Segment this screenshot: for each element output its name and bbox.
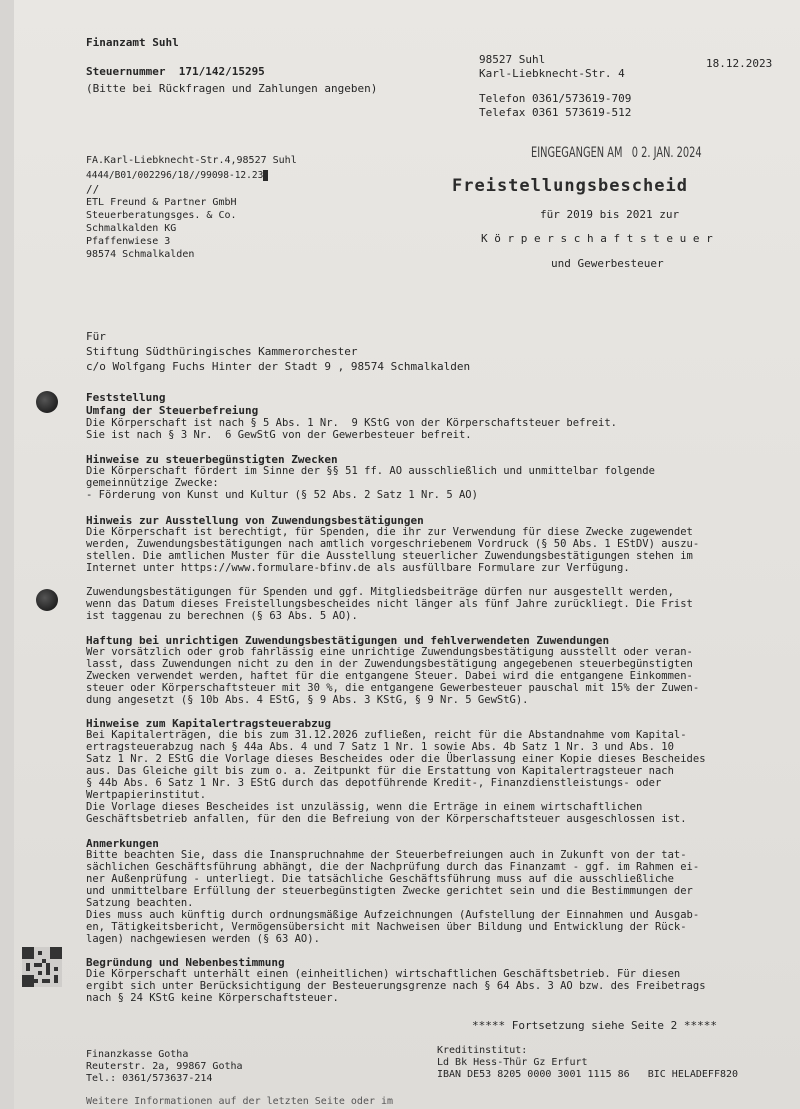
section-ausstellung-heading: Hinweis zur Ausstellung von Zuwendungsbestätigungen bbox=[86, 514, 424, 527]
recipient-line2: ETL Freund & Partner GmbH bbox=[86, 197, 237, 208]
title-trade-tax: und Gewerbesteuer bbox=[551, 257, 664, 270]
section-text: gemeinnützige Zwecke: bbox=[86, 477, 219, 489]
footer-bank-label: Kreditinstitut: bbox=[437, 1045, 528, 1056]
punch-hole-top bbox=[36, 391, 58, 413]
section-zwecke-heading: Hinweise zu steuerbegünstigten Zwecken bbox=[86, 453, 338, 466]
received-stamp: EINGEGANGEN AM 0 2. JAN. 2024 bbox=[531, 145, 702, 161]
section-text: Die Körperschaft ist nach § 5 Abs. 1 Nr. 9 KStG von der Körperschaftsteuer befreit. bbox=[86, 417, 618, 429]
qr-code-icon bbox=[22, 947, 62, 987]
for-label: Für bbox=[86, 330, 106, 343]
office-fax: Telefax 0361 573619-512 bbox=[479, 106, 632, 119]
section-begruendung-heading: Begründung und Nebenbestimmung bbox=[86, 956, 285, 969]
section-text: Dies muss auch künftig durch ordnungsmäßige Aufzeichnungen (Aufstellung der Einnahmen und Ausgab- bbox=[86, 909, 700, 921]
title-years: für 2019 bis 2021 zur bbox=[540, 208, 680, 221]
section-text: § 44b Abs. 6 Satz 1 Nr. 3 EStG durch das depotführende Kredit-, Finanzdienstleistungs- oder bbox=[86, 777, 662, 789]
document-title: Freistellungsbescheid bbox=[452, 176, 688, 196]
footer-kasse-name: Finanzkasse Gotha bbox=[86, 1049, 189, 1060]
section-kapitalertrag-heading: Hinweise zum Kapitalertragsteuerabzug bbox=[86, 717, 332, 730]
punch-hole-bottom bbox=[36, 589, 58, 611]
section-text: ergibt sich unter Berücksichtigung der Besteuerungsgrenze nach § 64 Abs. 3 AO bzw. des Freibetrags bbox=[86, 980, 706, 992]
section-anmerkungen-heading: Anmerkungen bbox=[86, 837, 159, 850]
recipient-line3: Steuerberatungsges. & Co. bbox=[86, 210, 237, 221]
section-text: Geschäftsbetrieb anfallen, für den die Befreiung von der Körperschaftsteuer ausgeschlossen ist. bbox=[86, 813, 687, 825]
section-umfang-heading: Umfang der Steuerbefreiung bbox=[86, 404, 259, 417]
office-address-line1: 98527 Suhl bbox=[479, 53, 546, 66]
section-text: Wertpapierinstitut. bbox=[86, 789, 207, 801]
section-text: lagen) nachgewiesen werden (§ 63 AO). bbox=[86, 933, 320, 945]
recipient-line1: // bbox=[86, 183, 100, 196]
footer-bank-name: Ld Bk Hess-Thür Gz Erfurt bbox=[437, 1057, 588, 1068]
recipient-line6: 98574 Schmalkalden bbox=[86, 249, 195, 260]
office-phone: Telefon 0361/573619-709 bbox=[479, 92, 632, 105]
tax-office-name: Finanzamt Suhl bbox=[86, 36, 179, 49]
section-text: sächlichen Geschäftsführung abhängt, die der Nachprüfung durch das Finanzamt - ggf. im Rahmen ei- bbox=[86, 861, 700, 873]
section-text: Bitte beachten Sie, dass die Inanspruchnahme der Steuerbefreiungen auch in Zukunft von der tat- bbox=[86, 849, 687, 861]
section-text: Die Vorlage dieses Bescheides ist unzulässig, wenn die Erträge in einem wirtschaftlichen bbox=[86, 801, 643, 813]
section-text: en, Tätigkeitsbericht, Vermögensübersicht mit Nachweisen über Bildung und Entwicklung der Rück- bbox=[86, 921, 687, 933]
section-feststellung-heading: Feststellung bbox=[86, 391, 166, 404]
tax-number: Steuernummer 171/142/15295 bbox=[86, 65, 265, 78]
section-text: Zwecken verwendet werden, haftet für die entgangene Steuer. Dabei wird die entgangene Einkommen- bbox=[86, 670, 693, 682]
section-text: lasst, dass Zuwendungen nicht zu den in der Zuwendungsbestätigung angegebenen steuerbegünstigten bbox=[86, 658, 693, 670]
document-date: 18.12.2023 bbox=[706, 57, 773, 70]
section-text: Bei Kapitalerträgen, die bis zum 31.12.2026 zufließen, reicht für die Abstandnahme vom Kapital- bbox=[86, 729, 687, 741]
section-text: Die Körperschaft unterhält einen (einheitlichen) wirtschaftlichen Geschäftsbetrieb. Für diesen bbox=[86, 968, 681, 980]
section-text: Satz 1 Nr. 2 EStG die Vorlage dieses Bescheides oder die Überlassung einer Kopie dieses Bescheides bbox=[86, 753, 706, 765]
section-text: Wer vorsätzlich oder grob fahrlässig eine unrichtige Zuwendungsbestätigung ausstellt oder veran- bbox=[86, 646, 693, 658]
section-text: nach § 24 KStG keine Körperschaftsteuer. bbox=[86, 992, 339, 1004]
section-text: ner Außenprüfung - unterliegt. Die tatsächliche Geschäftsführung muss auf die ausschließliche bbox=[86, 873, 674, 885]
section-text: und unmittelbare Erfüllung der steuerbegünstigten Zwecke gerichtet sein und die Bestimmungen der bbox=[86, 885, 693, 897]
continuation-note: ***** Fortsetzung siehe Seite 2 ***** bbox=[472, 1019, 718, 1032]
beneficiary-name: Stiftung Südthüringisches Kammerorchester bbox=[86, 345, 358, 358]
section-text: Internet unter https://www.formulare-bfinv.de als ausfüllbare Formulare zur Verfügung. bbox=[86, 562, 630, 574]
reference-code: 4444/B01/002296/18//99098-12.23 bbox=[86, 170, 268, 182]
title-tax-type: K ö r p e r s c h a f t s t e u e r bbox=[481, 232, 713, 245]
footer-iban: IBAN DE53 8205 0000 3001 1115 86 BIC HELADEFF820 bbox=[437, 1069, 739, 1080]
section-text: Satzung beachten. bbox=[86, 897, 194, 909]
section-text: Zuwendungsbestätigungen für Spenden und ggf. Mitgliedsbeiträge dürfen nur ausgestellt werden, bbox=[86, 586, 674, 598]
footer-more-info: Weitere Informationen auf der letzten Seite oder im bbox=[86, 1096, 394, 1107]
section-haftung-heading: Haftung bei unrichtigen Zuwendungsbestätigungen und fehlverwendeten Zuwendungen bbox=[86, 634, 610, 647]
section-text: ertragsteuerabzug nach § 44a Abs. 4 und 7 Satz 1 Nr. 1 sowie Abs. 4b Satz 1 Nr. 3 und Abs. 10 bbox=[86, 741, 674, 753]
footer-kasse-phone: Tel.: 0361/573637-214 bbox=[86, 1073, 213, 1084]
section-text: stellen. Die amtlichen Muster für die Ausstellung steuerlicher Zuwendungsbestätigungen stehen im bbox=[86, 550, 693, 562]
section-text: werden, Zuwendungsbestätigungen nach amtlich vorgeschriebenem Vordruck (§ 50 Abs. 1 EStDV) auszu- bbox=[86, 538, 700, 550]
beneficiary-address: c/o Wolfgang Fuchs Hinter der Stadt 9 , 98574 Schmalkalden bbox=[86, 360, 471, 373]
office-address-line2: Karl-Liebknecht-Str. 4 bbox=[479, 67, 625, 80]
section-text: aus. Das Gleiche gilt bis zum o. a. Zeitpunkt für die Erstattung von Kapitalertragsteuer nach bbox=[86, 765, 674, 777]
section-text: ist taggenau zu berechnen (§ 63 Abs. 5 AO). bbox=[86, 610, 358, 622]
section-text: Die Körperschaft fördert im Sinne der §§ 51 ff. AO ausschließlich und unmittelbar folgende bbox=[86, 465, 655, 477]
footer-kasse-address: Reuterstr. 2a, 99867 Gotha bbox=[86, 1061, 243, 1072]
section-text: steuer oder Körperschaftsteuer mit 30 %, die entgangene Gewerbesteuer pauschal mit 15% der Zuwen- bbox=[86, 682, 700, 694]
sender-line: FA.Karl-Liebknecht-Str.4,98527 Suhl bbox=[86, 155, 297, 166]
tax-number-hint: (Bitte bei Rückfragen und Zahlungen angeben) bbox=[86, 82, 378, 95]
section-text: - Förderung von Kunst und Kultur (§ 52 Abs. 2 Satz 1 Nr. 5 AO) bbox=[86, 489, 478, 501]
section-text: wenn das Datum dieses Freistellungsbescheides nicht länger als fünf Jahre zurückliegt. Die Frist bbox=[86, 598, 693, 610]
recipient-line5: Pfaffenwiese 3 bbox=[86, 236, 171, 247]
section-text: Sie ist nach § 3 Nr. 6 GewStG von der Gewerbesteuer befreit. bbox=[86, 429, 472, 441]
recipient-line4: Schmalkalden KG bbox=[86, 223, 177, 234]
section-text: dung angesetzt (§ 10b Abs. 4 EStG, § 9 Abs. 3 KStG, § 9 Nr. 5 GewStG). bbox=[86, 694, 529, 706]
section-text: Die Körperschaft ist berechtigt, für Spenden, die ihr zur Verwendung für diese Zwecke zugewendet bbox=[86, 526, 693, 538]
